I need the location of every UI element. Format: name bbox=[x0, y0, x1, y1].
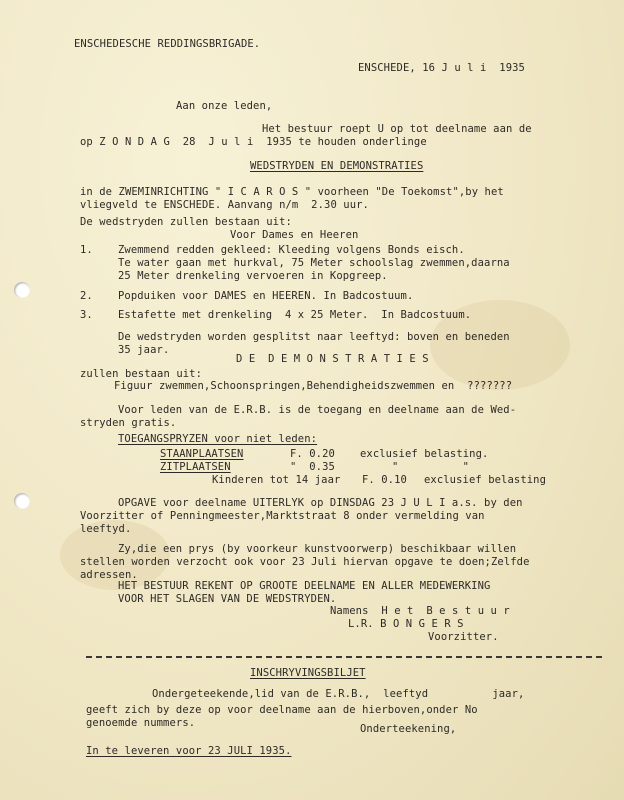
salutation: Aan onze leden, bbox=[176, 100, 273, 112]
organization-name: ENSCHEDESCHE REDDINGSBRIGADE. bbox=[74, 38, 261, 50]
price-label-standing: STAANPLAATSEN bbox=[160, 448, 244, 460]
intro-line-2: op Z O N D A G 28 J u l i 1935 te houden onderlinge bbox=[80, 136, 427, 148]
item-1-line-1: Zwemmend redden gekleed: Kleeding volgens Bonds eisch. bbox=[118, 244, 465, 256]
entry-line-1: Voor leden van de E.R.B. is de toegang en deelname aan de Wed- bbox=[118, 404, 517, 416]
split-line-2: 35 jaar. bbox=[118, 344, 170, 356]
price-seated: " 0.35 bbox=[290, 461, 335, 473]
prizes-line-1: Zy,die een prys (by voorkeur kunstvoorwerp) beschikbaar willen bbox=[118, 543, 517, 555]
entry-line-2: stryden gratis. bbox=[80, 417, 177, 429]
item-1-line-2: Te water gaan met hurkval, 75 Meter schoolslag zwemmen,daarna bbox=[118, 257, 510, 269]
form-line-1: Ondergeteekende,lid van de E.R.B., leeftyd jaar, bbox=[152, 688, 525, 700]
competition-subheading: Voor Dames en Heeren bbox=[230, 229, 359, 241]
form-line-3: genoemde nummers. bbox=[86, 717, 196, 729]
form-line-2: geeft zich by deze op voor deelname aan de hierboven,onder No bbox=[86, 704, 478, 716]
signature-label: Onderteekening, bbox=[360, 723, 457, 735]
place-date: ENSCHEDE, 16 J u l i 1935 bbox=[358, 62, 525, 74]
prizes-line-2: stellen worden verzocht ook voor 23 Juli hiervan opgave te doen;Zelfde bbox=[80, 556, 530, 568]
price-children: F. 0.10 bbox=[362, 474, 407, 486]
item-number: 2. bbox=[80, 290, 93, 302]
chairman-name: L.R. B O N G E R S bbox=[348, 618, 464, 630]
price-note-children: exclusief belasting bbox=[424, 474, 547, 486]
closing-signoff: Namens H e t B e s t u u r bbox=[330, 605, 510, 617]
competition-intro: De wedstryden zullen bestaan uit: bbox=[80, 216, 292, 228]
closing-line-1: HET BESTUUR REKENT OP GROOTE DEELNAME EN ALLER MEDEWERKING bbox=[118, 580, 491, 592]
item-1-line-3: 25 Meter drenkeling vervoeren in Kopgreep. bbox=[118, 270, 388, 282]
prices-heading: TOEGANGSPRYZEN voor niet leden: bbox=[118, 433, 318, 445]
event-title: WEDSTRYDEN EN DEMONSTRATIES bbox=[250, 160, 424, 172]
cut-line bbox=[86, 656, 602, 658]
item-number: 1. bbox=[80, 244, 93, 256]
registration-line-1: OPGAVE voor deelname UITERLYK op DINSDAG 23 J U L I a.s. by den bbox=[118, 497, 523, 509]
form-title: INSCHRYVINGSBILJET bbox=[250, 667, 366, 679]
demonstrations-list: Figuur zwemmen,Schoonspringen,Behendigheidszwemmen en ??????? bbox=[114, 380, 513, 392]
price-label-seated: ZITPLAATSEN bbox=[160, 461, 231, 473]
closing-line-2: VOOR HET SLAGEN VAN DE WEDSTRYDEN. bbox=[118, 593, 337, 605]
item-number: 3. bbox=[80, 309, 93, 321]
punch-hole bbox=[14, 493, 30, 509]
intro-line-1: Het bestuur roept U op tot deelname aan de bbox=[262, 123, 532, 135]
split-line-1: De wedstryden worden gesplitst naar leeftyd: boven en beneden bbox=[118, 331, 510, 343]
location-line-2: vliegveld te ENSCHEDE. Aanvang n/m 2.30 uur. bbox=[80, 199, 369, 211]
price-standing: F. 0.20 bbox=[290, 448, 335, 460]
location-line-1: in de ZWEMINRICHTING " I C A R O S " voorheen "De Toekomst",by het bbox=[80, 186, 504, 198]
registration-line-2: Voorzitter of Penningmeester,Marktstraat 8 onder vermelding van bbox=[80, 510, 485, 522]
price-note-seated: " " bbox=[392, 461, 470, 473]
price-label-children: Kinderen tot 14 jaar bbox=[212, 474, 341, 486]
chairman-role: Voorzitter. bbox=[428, 631, 499, 643]
demonstrations-title: D E D E M O N S T R A T I E S bbox=[236, 353, 429, 365]
item-3-line-1: Estafette met drenkeling 4 x 25 Meter. In Badcostuum. bbox=[118, 309, 472, 321]
item-2-line-1: Popduiken voor DAMES en HEEREN. In Badcostuum. bbox=[118, 290, 414, 302]
demonstrations-intro: zullen bestaan uit: bbox=[80, 368, 203, 380]
punch-hole bbox=[14, 282, 30, 298]
price-note-standing: exclusief belasting. bbox=[360, 448, 489, 460]
registration-line-3: leeftyd. bbox=[80, 523, 132, 535]
form-deadline: In te leveren voor 23 JULI 1935. bbox=[86, 745, 292, 757]
prizes-line-3: adressen. bbox=[80, 569, 138, 581]
